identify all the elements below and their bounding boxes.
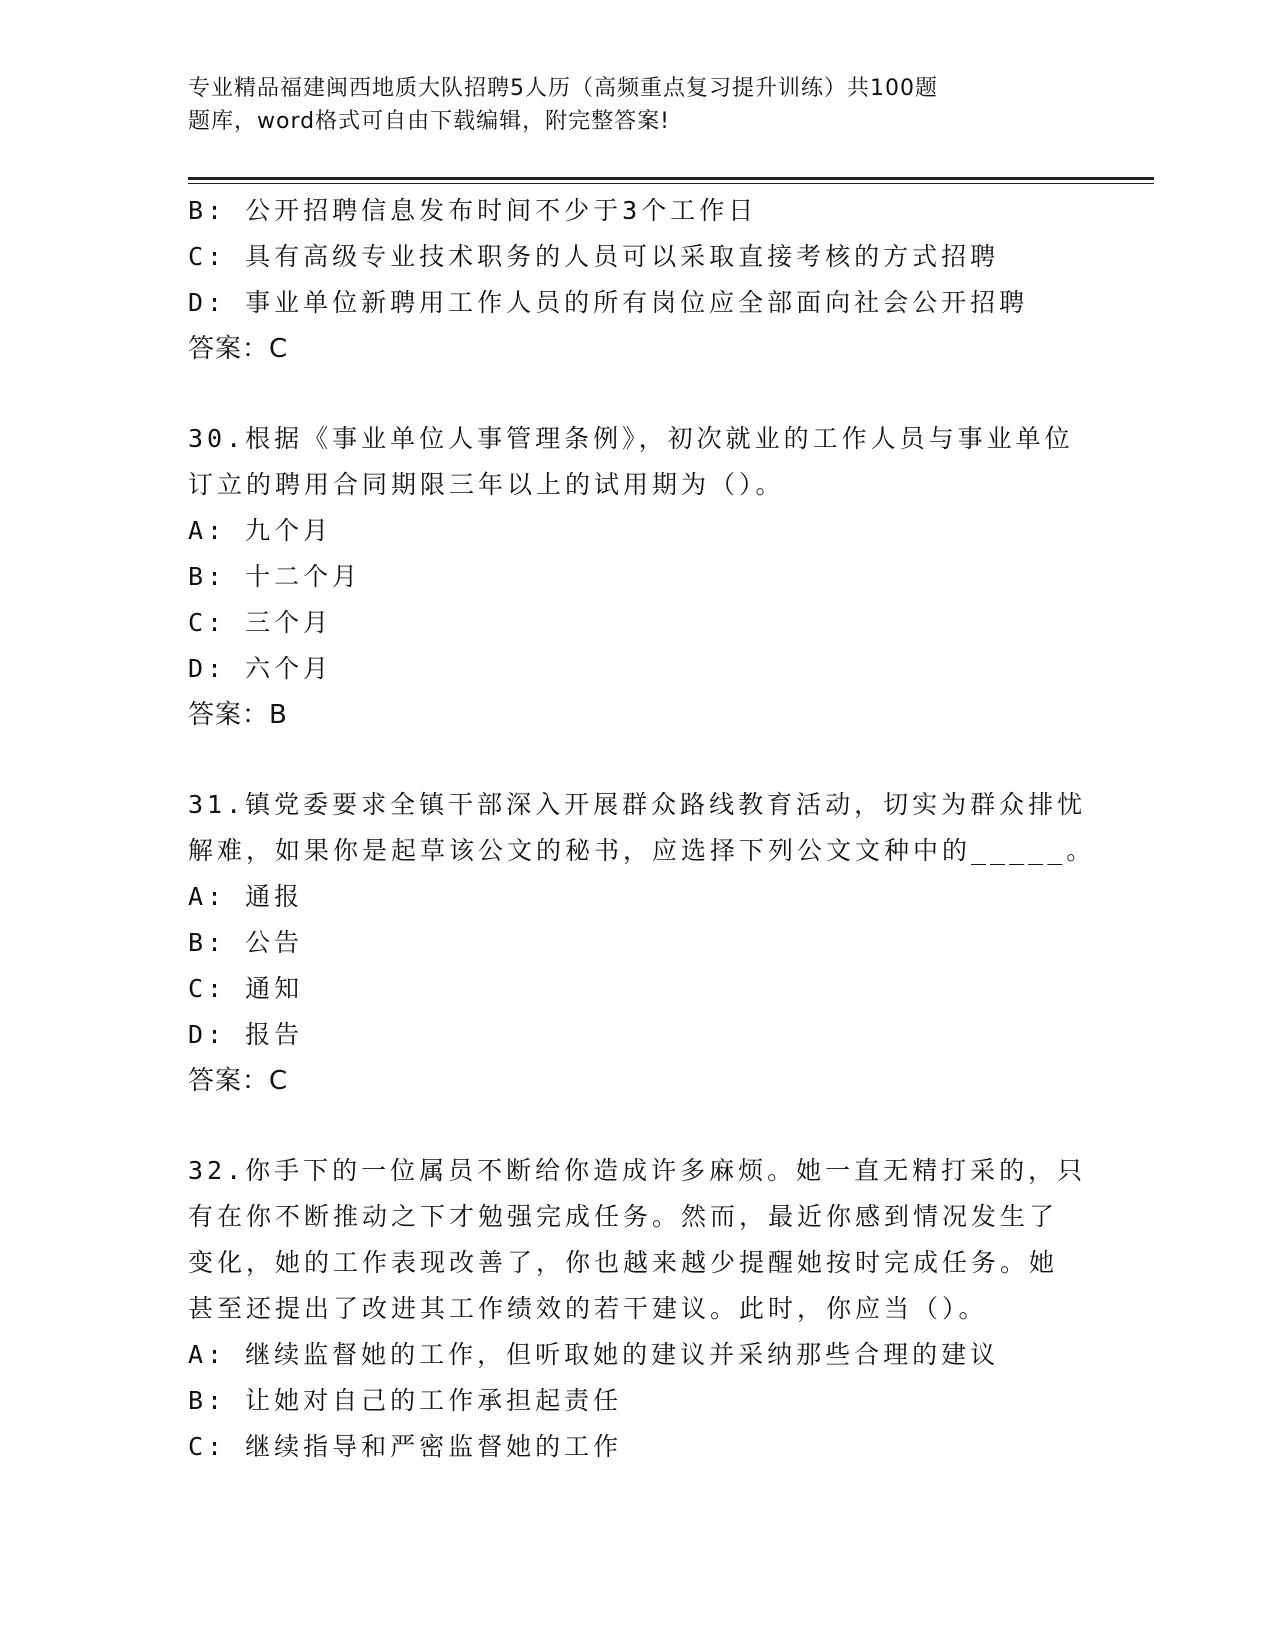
document-header (188, 72, 1088, 138)
question-stem-line: 30.根据《事业单位人事管理条例》，初次就业的工作人员与事业单位 (188, 424, 1074, 453)
option-c: C: 具有高级专业技术职务的人员可以采取直接考核的方式招聘 (188, 242, 1000, 271)
question-stem-line: 甚至还提出了改进其工作绩效的若干建议。此时，你应当（）。 (188, 1294, 988, 1323)
answer-line: 答案：C (188, 334, 289, 364)
answer-line: 答案：C (188, 1066, 289, 1096)
option-d: D: 六个月 (188, 654, 333, 683)
option-c: C: 继续指导和严密监督她的工作 (188, 1432, 623, 1461)
option-a: A: 九个月 (188, 516, 333, 545)
option-b: B: 公开招聘信息发布时间不少于3个工作日 (188, 196, 758, 225)
question-stem-line: 变化，她的工作表现改善了，你也越来越少提醒她按时完成任务。她 (188, 1248, 1059, 1277)
option-b: B: 公告 (188, 928, 304, 957)
question-32 (188, 1148, 1088, 1470)
question-stem-line: 有在你不断推动之下才勉强完成任务。然而，最近你感到情况发生了 (188, 1202, 1059, 1231)
option-b: B: 十二个月 (188, 562, 362, 591)
option-d: D: 报告 (188, 1020, 304, 1049)
header-title-line-1: 专业精品福建闽西地质大队招聘5人历（高频重点复习提升训练）共100题 (188, 76, 938, 101)
question-list (188, 188, 1096, 1470)
question-29-continuation (188, 188, 1088, 372)
option-c: C: 三个月 (188, 608, 333, 637)
question-31 (188, 782, 1096, 1104)
question-30 (188, 416, 1088, 738)
option-b: B: 让她对自己的工作承担起责任 (188, 1386, 623, 1415)
option-d: D: 事业单位新聘用工作人员的所有岗位应全部面向社会公开招聘 (188, 288, 1029, 317)
option-c: C: 通知 (188, 974, 304, 1003)
header-rule-thin (188, 183, 1154, 184)
question-stem-line: 解难，如果你是起草该公文的秘书，应选择下列公文文种中的_____。 (188, 836, 1096, 865)
header-title-line-2: 题库，word格式可自由下载编辑，附完整答案! (188, 109, 670, 134)
option-a: A: 继续监督她的工作，但听取她的建议并采纳那些合理的建议 (188, 1340, 1000, 1369)
answer-line: 答案：B (188, 700, 288, 730)
header-rule-thick (188, 177, 1154, 180)
question-stem-line: 31.镇党委要求全镇干部深入开展群众路线教育活动，切实为群众排忧 (188, 790, 1087, 819)
option-a: A: 通报 (188, 882, 304, 911)
question-stem-line: 订立的聘用合同期限三年以上的试用期为（）。 (188, 470, 785, 499)
question-stem-line: 32.你手下的一位属员不断给你造成许多麻烦。她一直无精打采的，只 (188, 1156, 1087, 1185)
